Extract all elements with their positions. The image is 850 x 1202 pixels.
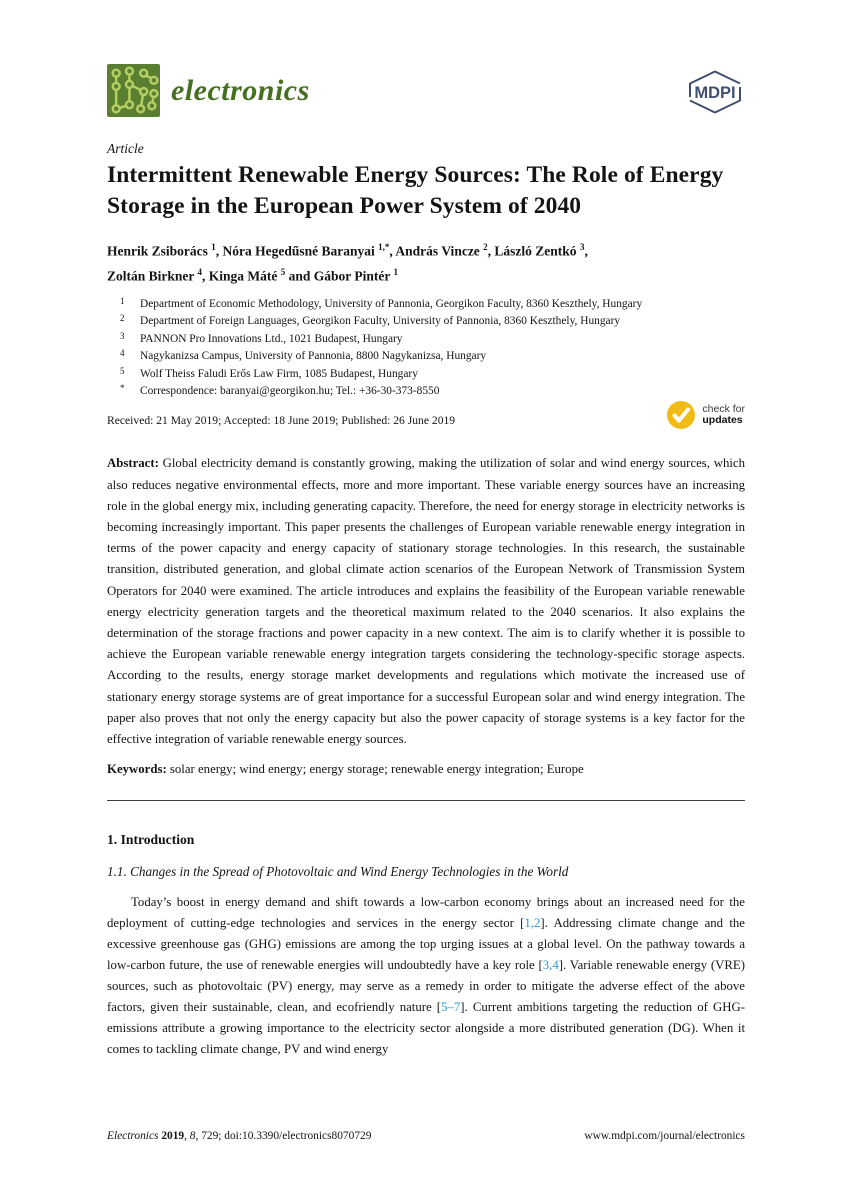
affiliation-marker: 2	[120, 313, 125, 324]
author-affiliation-superscript: 1	[393, 266, 399, 277]
author-name: Zoltán Birkner	[107, 268, 195, 283]
badge-line-1: check for	[702, 403, 745, 416]
author-affiliation-superscript: 2	[483, 242, 488, 252]
author-list	[107, 237, 745, 286]
journal-url[interactable]: www.mdpi.com/journal/electronics	[584, 1130, 745, 1142]
paper-title: Intermittent Renewable Energy Sources: The Role of Energy Storage in the European Power System of 2040	[107, 162, 724, 219]
author-affiliation-superscript: 4	[197, 266, 203, 277]
affiliations	[107, 296, 745, 400]
keywords-line	[107, 759, 745, 780]
author-affiliation-superscript: 5	[280, 266, 286, 277]
author-affiliation-superscript: 1,*	[378, 242, 390, 252]
citation-link[interactable]: 3,4	[542, 958, 559, 973]
paragraph-text: Today’s boost in energy demand and shift towards a low-carbon economy brings about an increased need for the deployment of cutting-edge technologies and services in the energy sector [	[107, 895, 745, 931]
abstract-paragraph	[107, 453, 745, 750]
paragraph-text: ]. Current ambitions targeting the reduction of GHG-emissions attribute a growing importance to the electricity sector alongside a more distributed generation (DG). When it comes to tackling climate change, PV and wind energy	[107, 1000, 745, 1057]
intro-paragraph	[107, 892, 745, 1060]
author-name: Kinga Máté	[208, 268, 278, 283]
author-name: Nóra Hegedűsné Baranyai	[222, 243, 375, 259]
citation-footer	[107, 1130, 371, 1142]
badge-line-2: updates	[702, 414, 743, 427]
affiliation-marker: 3	[120, 330, 125, 341]
author-name: András Vincze	[395, 243, 480, 259]
affiliation-row	[107, 296, 745, 313]
section-heading-introduction: 1. Introduction	[107, 832, 195, 848]
affiliation-row	[107, 383, 745, 400]
affiliation-marker: *	[120, 383, 125, 394]
keywords-text: solar energy; wind energy; energy storage; renewable energy integration; Europe	[166, 762, 584, 777]
page-content	[107, 0, 745, 1060]
citation-link[interactable]: 5–7	[441, 1000, 461, 1015]
article-type-label: Article	[107, 141, 144, 156]
affiliation-row	[107, 313, 745, 330]
affiliation-text: Department of Economic Methodology, University of Pannonia, Georgikon Faculty, 8360 Keszthely, Hungary	[140, 298, 643, 310]
masthead	[107, 64, 745, 118]
affiliation-text: Department of Foreign Languages, Georgikon Faculty, University of Pannonia, 8360 Keszthely, Hungary	[140, 315, 621, 328]
section-divider	[107, 800, 745, 801]
journal-name: electronics	[171, 73, 310, 107]
footer-year: 2019	[161, 1130, 185, 1142]
footer-volume: 8	[189, 1130, 196, 1142]
abstract-label: Abstract:	[107, 456, 159, 471]
citation-link[interactable]: 1,2	[524, 916, 541, 931]
affiliation-row	[107, 366, 745, 383]
electronics-journal-icon	[107, 64, 160, 117]
dates-row	[107, 403, 745, 430]
page-footer	[107, 1130, 745, 1142]
keywords-label: Keywords:	[107, 762, 167, 777]
affiliation-row	[107, 331, 745, 348]
check-for-updates-badge[interactable]	[666, 400, 745, 430]
affiliation-marker: 5	[120, 365, 125, 376]
subsection-heading-1-1: 1.1. Changes in the Spread of Photovoltaic and Wind Energy Technologies in the World	[107, 864, 569, 880]
affiliation-text: Nagykanizsa Campus, University of Pannonia, 8800 Nagykanizsa, Hungary	[140, 350, 487, 363]
author-affiliation-superscript: 3	[579, 242, 585, 252]
mdpi-logo	[685, 70, 745, 114]
author-line-1: Henrik Zsiborács $^1$, Nóra Hegedűsné Baranyai $^{1,*}$, András Vincze $^2$, László Zentkó $^3$,	[107, 242, 588, 259]
footer-doi: , 729; doi:10.3390/electronics8070729	[195, 1130, 372, 1142]
author-name: Henrik Zsiborács	[107, 243, 208, 259]
author-name: László Zentkó	[494, 243, 577, 259]
affiliation-row	[107, 348, 745, 365]
affiliation-marker: 4	[120, 348, 125, 359]
dates-line: Received: 21 May 2019; Accepted: 18 June 2019; Published: 26 June 2019	[107, 414, 456, 428]
badge-text	[702, 404, 745, 426]
affiliation-text: PANNON Pro Innovations Ltd., 1021 Budapest, Hungary	[140, 332, 403, 345]
mdpi-wordmark: MDPI	[694, 84, 736, 102]
paragraph-text: ]. Variable renewable energy (VRE) sources, such as photovoltaic (PV) energy, may serve as a remedy in order to mitigate the adverse effect of the above factors, given their sustainable, clean, and ecofriendly nature [	[107, 958, 745, 1015]
paragraph-text: ]. Addressing climate change and the excessive greenhouse gas (GHG) emissions are among the top urging issues at a global level. On the pathway towards a low-carbon future, the use of renewable energies will undoubtedly have a key role [	[107, 916, 745, 973]
affiliation-text: Correspondence: baranyai@georgikon.hu; Tel.: +36-30-373-8550	[140, 385, 440, 398]
journal-brand	[107, 64, 310, 117]
author-line-2: Zoltán Birkner $^4$, Kinga Máté $^5$ and Gábor Pintér $^1$	[107, 266, 399, 283]
abstract-text: Global electricity demand is constantly growing, making the utilization of solar and wind energy sources, which also reduces negative environmental effects, more and more important. These variable energy sources have an increasing role in the global energy mix, including generating capacity. Therefore, the need for energy storage in electricity networks is becoming increasingly important. This paper presents the challenges of European variable renewable energy integration in terms of the power capacity and energy capacity of stationary storage technologies. In this research, the sustainable transition, distributed generation, and global climate action scenarios of the European Network of Transmission System Operators for 2040 were examined. The article introduces and explains the feasibility of the European variable renewable energy electricity generation targets and the theoretical maximum related to the 2040 scenarios. It also explains the determination of the storage fractions and power capacity in a new context. The aim is to clarify whether it is possible to achieve the European variable renewable energy integration targets considering the technology-specific storage aspects. According to the results, energy storage market developments and regulations which motivate the increased use of stationary energy storage systems are of great importance for a successful European solar and wind energy integration. The paper also proves that not only the energy capacity but also the power capacity of storage systems is a key factor for the effective integration of variable renewable energy sources.	[107, 456, 745, 747]
affiliation-marker: 1	[120, 296, 125, 306]
footer-separator: ,	[184, 1130, 190, 1142]
author-affiliation-superscript: 1	[211, 242, 216, 252]
checkmark-icon	[666, 400, 696, 430]
footer-journal-name: Electronics	[107, 1130, 159, 1142]
affiliation-text: Wolf Theiss Faludi Erős Law Firm, 1085 Budapest, Hungary	[140, 367, 418, 380]
author-name: Gábor Pintér	[313, 268, 391, 283]
